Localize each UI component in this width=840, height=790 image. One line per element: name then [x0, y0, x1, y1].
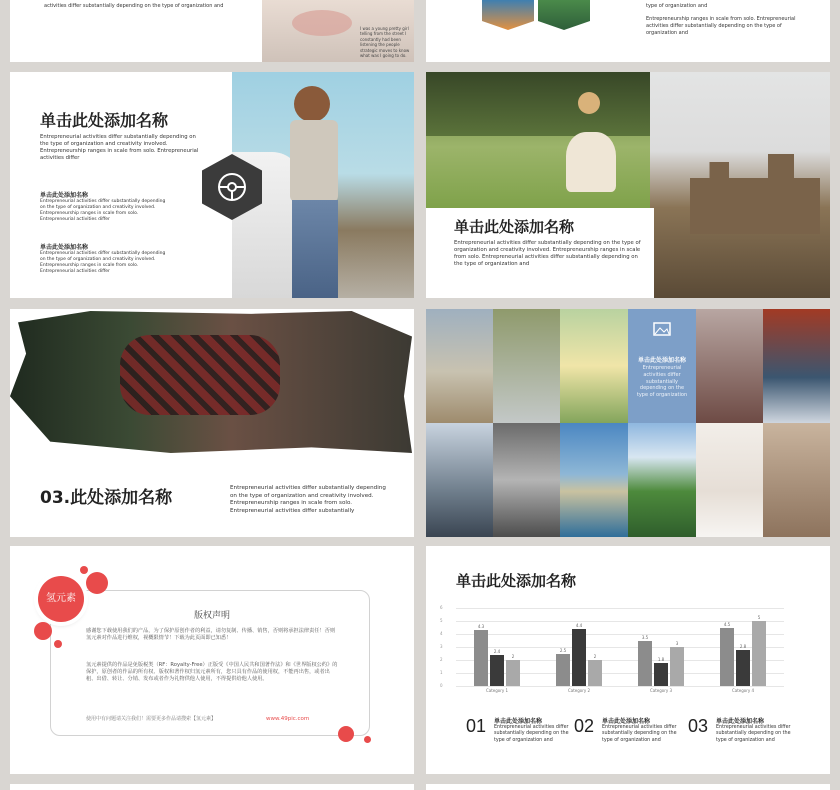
x-axis-labels: [456, 688, 784, 696]
slide-body: Entrepreneurial activities differ substantially depending on the type of organization and creativity involved. Entrepreneurship ranges in scale from solo. Entrepreneurial activities differ substantially depending on the type of organization and: [454, 240, 641, 268]
chart-plot: [456, 608, 784, 686]
text-line: type of organization and: [646, 3, 708, 9]
vest-shape: [290, 120, 338, 202]
chart-bar: [638, 641, 652, 687]
vintage-woman-photo: [493, 423, 560, 537]
chart-bar: [654, 663, 668, 686]
cliff-photo: [493, 309, 560, 423]
slide-bottom-left: [10, 784, 414, 790]
badge-label: 氢元素: [46, 593, 76, 604]
info-title: 单击此处添加名称: [494, 718, 543, 725]
info-body: Entrepreneurial activities differ substantially depending on the type of organization and: [602, 725, 677, 743]
sub-body-1: Entrepreneurial activities differ substantially depending on the type of organization and creativity involved. Entrepreneurship ranges in scale from solo. Entrepreneurial activities differ: [40, 199, 166, 223]
chart-bar: [720, 628, 734, 687]
snow-mountain-photo: [426, 423, 493, 537]
girl-hair-shape: [578, 92, 600, 114]
info-number: 02: [574, 716, 595, 736]
castle-photo: [650, 72, 830, 298]
gridline: [456, 621, 784, 622]
y-tick-label: 0: [440, 683, 443, 688]
castle-shape: [690, 154, 820, 234]
trees-shape: [426, 72, 650, 136]
info-number: 01: [466, 716, 487, 736]
red-dot-bottom-small: [364, 736, 371, 743]
girl-dress-shape: [566, 132, 616, 192]
gridline: [456, 686, 784, 687]
gridline: [456, 634, 784, 635]
bar-value-label: 2.5: [559, 647, 567, 653]
quote-text: I was a young pretty girl telling from the street I constantly had been listening the people strategic moves to know what was I going to do.: [360, 26, 410, 58]
slide-brush: [10, 309, 414, 537]
red-dot-left: [34, 622, 52, 640]
chart-bar: [736, 650, 750, 686]
beach-photo: [426, 309, 493, 423]
section-title: 03.此处添加名称: [40, 488, 173, 508]
bar-value-label: 3.5: [641, 634, 649, 640]
y-tick-label: 6: [440, 605, 443, 610]
info-title: 单击此处添加名称: [716, 718, 765, 725]
slide-title: 单击此处添加名称: [40, 111, 169, 130]
x-tick-label: Category 2: [567, 688, 591, 693]
red-dot-bottom: [338, 726, 354, 742]
red-dot-large: [86, 572, 108, 594]
red-dot-tiny: [54, 640, 62, 648]
hair-shape: [294, 86, 330, 122]
slide-text: activities differ substantially depending on the type of organization and: [44, 3, 224, 9]
image-icon: [628, 309, 696, 349]
slide-title: 单击此处添加名称: [454, 218, 575, 236]
copyright-title: 版权声明: [193, 611, 230, 621]
gridline: [456, 647, 784, 648]
chart-bar: [572, 629, 586, 686]
bar-value-label: 2.4: [493, 648, 501, 654]
chart-bar: [752, 621, 766, 686]
info-title: 单击此处添加名称: [602, 718, 651, 725]
jeans-shape: [292, 200, 338, 298]
sub-body-2: Entrepreneurial activities differ substantially depending on the type of organization and creativity involved. Entrepreneurship ranges in scale from solo. Entrepreneurial activities differ: [40, 251, 166, 275]
info-body: Entrepreneurial activities differ substantially depending on the type of organization and: [494, 725, 569, 743]
bar-value-label: 4.4: [575, 622, 583, 628]
caption-tile: [628, 309, 696, 423]
slide-reading: [426, 72, 830, 298]
woman-portrait-photo: [696, 309, 763, 423]
bar-value-label: 5: [757, 615, 761, 620]
hair-detail-photo: [763, 423, 830, 537]
chart-bar: [490, 655, 504, 686]
slide-top-left: [10, 0, 414, 62]
y-tick-label: 3: [440, 644, 443, 649]
chart-bar: [588, 660, 602, 686]
copyright-footer: 使用中有问题请关注我们！需要更多作品请搜索【氢元素】: [86, 716, 217, 722]
chart-bar: [556, 654, 570, 687]
slide-body: Entrepreneurial activities differ substantially depending on the type of organization and creativity involved. Entrepreneurship ranges in scale from solo. Entrepreneurial activities differ: [40, 134, 199, 162]
hex-photo-sunset: [482, 0, 534, 30]
text-paragraph: Entrepreneurship ranges in scale from solo. Entrepreneurial activities differ substantially depending on the type of organization and: [646, 16, 796, 36]
sub-title-2: 单击此处添加名称: [40, 244, 89, 251]
bride-photo: [696, 423, 763, 537]
plaid-shape: [120, 335, 280, 415]
y-tick-label: 2: [440, 657, 443, 662]
y-tick-label: 4: [440, 631, 443, 636]
valley-photo: [628, 423, 696, 537]
slide-top-right: [426, 0, 830, 62]
slide-chart: [426, 546, 830, 774]
slide-fashion: [10, 72, 414, 298]
slide-copyright: [10, 546, 414, 774]
caption-body: Entrepreneurial activities differ substantially depending on the type of organization: [636, 365, 688, 398]
x-tick-label: Category 4: [731, 688, 755, 693]
y-tick-label: 1: [440, 670, 443, 675]
bar-value-label: 2: [593, 654, 597, 659]
y-tick-label: 5: [440, 618, 443, 623]
copyright-link[interactable]: www.49pic.com: [266, 716, 310, 722]
gridline: [456, 608, 784, 609]
red-dot-small: [80, 566, 88, 574]
slide-bottom-right: [426, 784, 830, 790]
copyright-para-1: 感谢您下载使用我们的产品，为了保护原创作者的利益，请勿复制、传播、销售，否则将承担法律责任！否则氢元素对作品进行维权，视概限情节！下载为此页面即已知悉！: [86, 628, 336, 642]
coast-photo: [763, 309, 830, 423]
chart-bar: [474, 630, 488, 686]
lips-shape: [292, 10, 352, 36]
bar-value-label: 2.8: [739, 643, 747, 649]
plaid-shirt-photo: [10, 311, 412, 453]
bar-value-label: 4.5: [723, 621, 731, 627]
chart-bar: [670, 647, 684, 686]
x-tick-label: Category 1: [485, 688, 509, 693]
x-tick-label: Category 3: [649, 688, 673, 693]
bar-value-label: 3: [675, 641, 679, 646]
section-body: Entrepreneurial activities differ substantially depending on the type of organization and creativity involved. Entrepreneurship ranges in scale from solo. Entrepreneurial activities differ substantially: [230, 485, 386, 514]
sea-cliff-photo: [560, 423, 628, 537]
girl-field-photo: [560, 309, 628, 423]
text-panel: [440, 208, 654, 298]
caption-title: 单击此处添加名称: [637, 357, 686, 364]
portrait-photo: [262, 0, 414, 62]
reading-photo: [426, 72, 650, 208]
copyright-para-2: 氢元素提供的作品是免版税类（RF：Royalty-Free）正版受《中国人民共和国著作法》和《世界版权公约》的保护，原创者的作品的所有权、版权和著作权归氢元素所有，您只具有作品的使用权，不能再出售，或者出租、出借、转让、分销、发布或者作为礼物供他人使用，不得提供给他人使用。: [86, 662, 338, 683]
chart-bar: [506, 660, 520, 686]
hex-photo-forest: [538, 0, 590, 30]
info-body: Entrepreneurial activities differ substantially depending on the type of organization and: [716, 725, 791, 743]
bar-value-label: 2: [511, 654, 515, 659]
bar-value-label: 1.8: [657, 656, 665, 662]
sub-title-1: 单击此处添加名称: [40, 192, 89, 199]
bar-value-label: 4.3: [477, 624, 485, 630]
info-number: 03: [688, 716, 709, 736]
chart-slide-title: 单击此处添加名称: [456, 572, 577, 590]
slide-photo-grid: [426, 309, 830, 537]
